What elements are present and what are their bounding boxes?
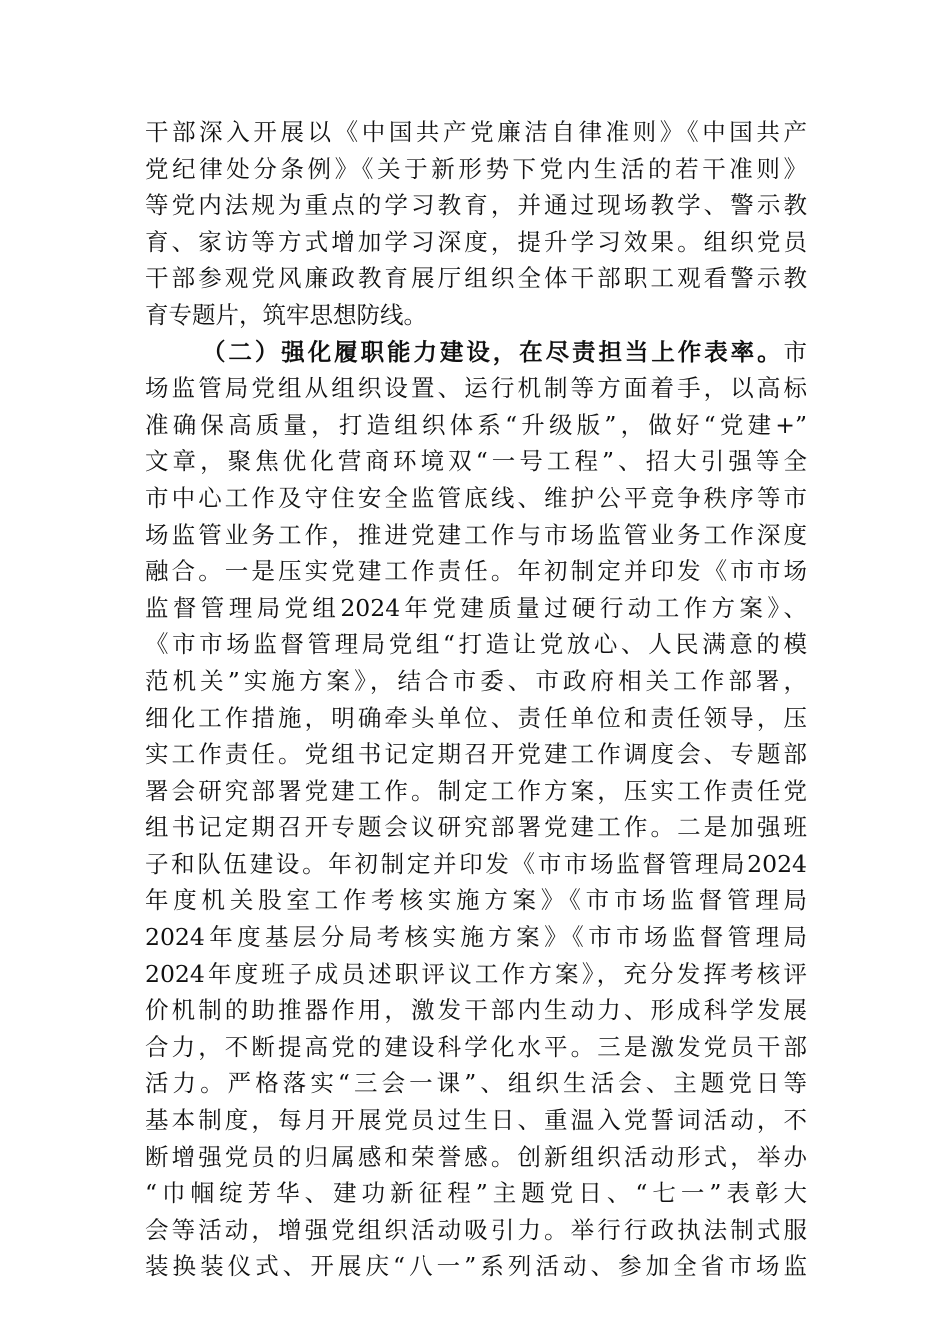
text-line: 监督管理局党组2024年党建质量过硬行动工作方案》、 <box>145 593 807 622</box>
text-line: 2024年度班子成员述职评议工作方案》，充分发挥考核评 <box>145 959 807 988</box>
heading-line-rest: 市 <box>783 337 807 366</box>
text-line: 等党内法规为重点的学习教育，并通过现场教学、警示教 <box>145 191 807 220</box>
text-line: 场监管局党组从组织设置、运行机制等方面着手，以高标 <box>145 374 807 403</box>
text-line: 范机关”实施方案》，结合市委、市政府相关工作部署， <box>145 666 807 695</box>
text-line: 场监管业务工作，推进党建工作与市场监管业务工作深度 <box>145 520 807 549</box>
text-line: 基本制度，每月开展党员过生日、重温入党誓词活动，不 <box>145 1106 807 1135</box>
text-line: 合力，不断提高党的建设科学化水平。三是激发党员干部 <box>145 1032 807 1061</box>
text-line: 子和队伍建设。年初制定并印发《市市场监督管理局2024 <box>145 849 807 878</box>
text-line: 准确保高质量，打造组织体系“升级版”，做好“党建+” <box>145 410 807 439</box>
text-line: 活力。严格落实“三会一课”、组织生活会、主题党日等 <box>145 1069 807 1098</box>
paragraph-1 <box>145 114 807 334</box>
text-line: 育专题片，筑牢思想防线。 <box>145 300 427 329</box>
text-line: 会等活动，增强党组织活动吸引力。举行行政执法制式服 <box>145 1215 807 1244</box>
text-line: 装换装仪式、开展庆“八一”系列活动、参加全省市场监 <box>145 1252 807 1281</box>
text-line: 干部深入开展以《中国共产党廉洁自律准则》《中国共产 <box>145 118 807 146</box>
text-line: 融合。一是压实党建工作责任。年初制定并印发《市市场 <box>145 557 807 586</box>
text-line: 署会研究部署党建工作。制定工作方案，压实工作责任党 <box>145 776 807 805</box>
text-line: 干部参观党风廉政教育展厅组织全体干部职工观看警示教 <box>145 264 807 293</box>
section-heading: （二）强化履职能力建设，在尽责担当上作表率。 <box>202 337 784 366</box>
text-line: 市中心工作及守住安全监管底线、维护公平竞争秩序等市 <box>145 483 807 512</box>
text-line: 党纪律处分条例》《关于新形势下党内生活的若干准则》 <box>145 154 807 183</box>
text-line: 价机制的助推器作用，激发干部内生动力、形成科学发展 <box>145 996 807 1025</box>
text-line: 育、家访等方式增加学习深度，提升学习效果。组织党员 <box>145 227 807 256</box>
text-line: 细化工作措施，明确牵头单位、责任单位和责任领导，压 <box>145 703 807 732</box>
text-line: 《市市场监督管理局党组“打造让党放心、人民满意的模 <box>145 630 807 659</box>
paragraph-heading-line <box>145 334 807 371</box>
text-line: 文章，聚焦优化营商环境双“一号工程”、招大引强等全 <box>145 447 807 476</box>
text-line: 断增强党员的归属感和荣誉感。创新组织活动形式，举办 <box>145 1142 807 1171</box>
document-body <box>145 114 807 1285</box>
paragraph-2 <box>145 334 807 1285</box>
text-line: 2024年度基层分局考核实施方案》《市市场监督管理局 <box>145 923 807 952</box>
text-line: 实工作责任。党组书记定期召开党建工作调度会、专题部 <box>145 740 807 769</box>
text-line: 组书记定期召开专题会议研究部署党建工作。二是加强班 <box>145 813 807 842</box>
text-line: “巾帼绽芳华、建功新征程”主题党日、“七一”表彰大 <box>145 1179 807 1208</box>
text-line: 年度机关股室工作考核实施方案》《市市场监督管理局 <box>145 886 807 915</box>
